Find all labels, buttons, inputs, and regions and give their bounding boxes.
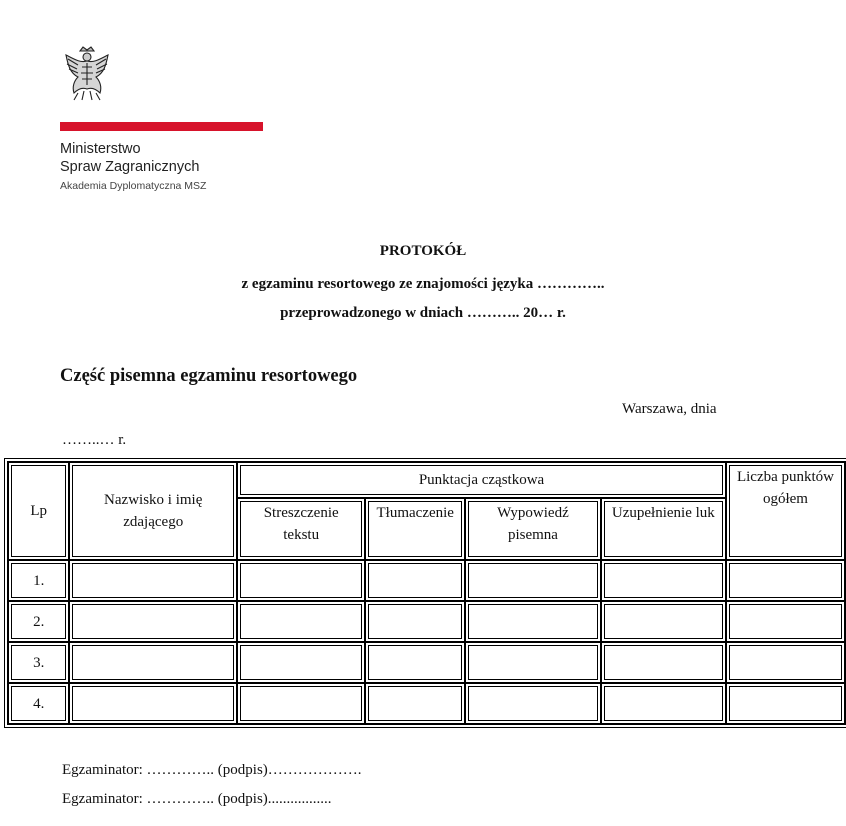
row-number: 2. xyxy=(8,601,69,642)
cell-name xyxy=(69,560,237,601)
cell-translation xyxy=(365,642,465,683)
row-number: 1. xyxy=(8,560,69,601)
examiner-signature-1: Egzaminator: ………….. (podpis)………………. xyxy=(62,762,362,778)
row-number: 4. xyxy=(8,683,69,724)
header-partial: Punktacja cząstkowa xyxy=(237,462,726,498)
academy-name: Akademia Dyplomatyczna MSZ xyxy=(60,180,207,192)
cell-gaps xyxy=(601,683,726,724)
cell-total xyxy=(726,642,845,683)
section-title: Część pisemna egzaminu resortowego xyxy=(60,366,358,386)
cell-name xyxy=(69,683,237,724)
row-number: 3. xyxy=(8,642,69,683)
table-row xyxy=(8,683,845,724)
header-summary: Streszczenie tekstu xyxy=(237,498,365,560)
cell-gaps xyxy=(601,560,726,601)
cell-gaps xyxy=(601,601,726,642)
cell-translation xyxy=(365,601,465,642)
cell-essay xyxy=(465,560,601,601)
ministry-line1: Ministerstwo xyxy=(60,141,141,157)
cell-essay xyxy=(465,683,601,724)
cell-summary xyxy=(237,601,365,642)
place-date: Warszawa, dnia xyxy=(622,401,717,417)
cell-total xyxy=(726,601,845,642)
exam-results-table xyxy=(7,461,846,725)
cell-essay xyxy=(465,601,601,642)
cell-summary xyxy=(237,560,365,601)
header-essay: Wypowiedź pisemna xyxy=(465,498,601,560)
cell-translation xyxy=(365,683,465,724)
exam-dates-line: przeprowadzonego w dniach ……….. 20… r. xyxy=(280,305,566,321)
table-row xyxy=(8,642,845,683)
examiner-signature-2: Egzaminator: ………….. (podpis)................. xyxy=(62,791,332,807)
date-continuation: ……..… r. xyxy=(62,432,127,448)
ministry-logo xyxy=(60,45,265,192)
header-name: Nazwisko i imię zdającego xyxy=(69,462,237,560)
flag-red-stripe xyxy=(60,122,263,131)
cell-translation xyxy=(365,560,465,601)
exam-language-line: z egzaminu resortowego ze znajomości języka ………….. xyxy=(241,276,605,292)
cell-total xyxy=(726,683,845,724)
cell-summary xyxy=(237,642,365,683)
cell-total xyxy=(726,560,845,601)
eagle-emblem-icon xyxy=(60,45,114,103)
document-title: PROTOKÓŁ xyxy=(379,243,467,259)
cell-name xyxy=(69,642,237,683)
cell-gaps xyxy=(601,642,726,683)
ministry-name xyxy=(60,140,206,194)
header-gaps: Uzupełnienie luk xyxy=(601,498,726,560)
header-lp: Lp xyxy=(8,462,69,560)
table-row xyxy=(8,560,845,601)
cell-name xyxy=(69,601,237,642)
header-total: Liczba punktów ogółem xyxy=(726,462,845,560)
cell-essay xyxy=(465,642,601,683)
table-row xyxy=(8,601,845,642)
cell-summary xyxy=(237,683,365,724)
header-translation: Tłumaczenie xyxy=(365,498,465,560)
ministry-line2: Spraw Zagranicznych xyxy=(60,159,200,175)
